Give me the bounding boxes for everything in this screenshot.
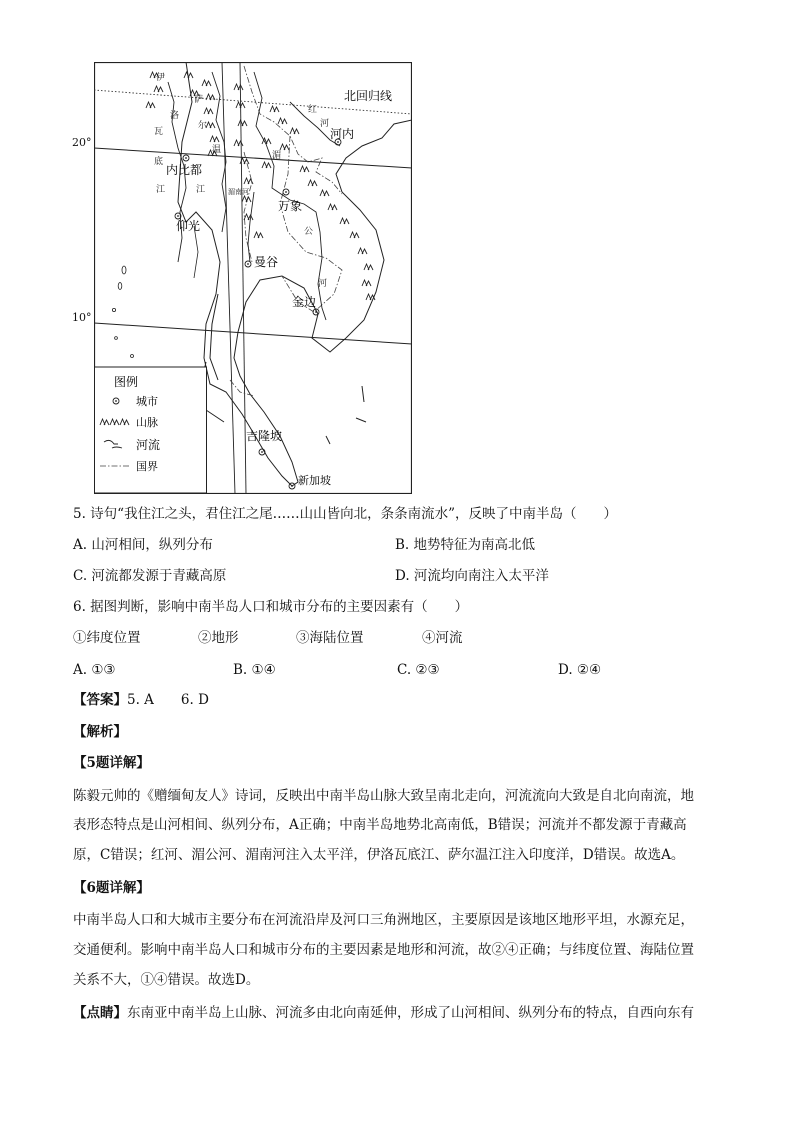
q5-detail-tag: 【5题详解】	[73, 755, 150, 771]
q6-detail-line-1: 中南半岛人口和大城市主要分布在河流沿岸及河口三角洲地区，主要原因是该地区地形平坦，水源充足，	[73, 912, 694, 928]
red-river-char-1: 红	[308, 104, 318, 114]
irrawaddy-char-4: 底	[154, 156, 164, 166]
svg-text:万象: 万象	[278, 199, 303, 213]
q6-item-3: ③海陆位置	[296, 630, 364, 646]
map-legend	[95, 367, 207, 493]
q6-option-c: C. ②③	[397, 662, 440, 678]
answer-line	[73, 690, 733, 710]
irrawaddy-char-3: 瓦	[154, 126, 164, 136]
legend-title: 图例	[114, 375, 139, 389]
q5-option-d: D. 河流均向南注入太平洋	[395, 568, 549, 584]
irrawaddy-char-2: 洛	[170, 110, 180, 120]
svg-text:仰光: 仰光	[176, 219, 201, 233]
q6-item-4: ④河流	[422, 630, 463, 646]
q6-option-b: B. ①④	[233, 662, 276, 678]
comment-tag: 【点睛】	[73, 1005, 127, 1021]
mekong-char-1: 湄	[272, 150, 282, 160]
irrawaddy-char-5: 江	[156, 184, 166, 194]
q5-detail-line-1: 陈毅元帅的《赠缅甸友人》诗词，反映出中南半岛山脉大致呈南北走向，河流流向大致是自北向南流，地	[73, 788, 694, 804]
q5-option-b: B. 地势特征为南高北低	[395, 537, 536, 553]
tropic-label: 北回归线	[344, 89, 393, 103]
salween-char-2: 尔	[198, 120, 208, 130]
q6-detail-tag: 【6题详解】	[73, 880, 150, 896]
answer-tag: 【答案】	[73, 692, 127, 708]
q5-option-c: C. 河流都发源于青藏高原	[73, 568, 227, 584]
comment-text: 东南亚中南半岛上山脉、河流多由北向南延伸，形成了山河相间、纵列分布的特点，自西向东有	[127, 1005, 694, 1021]
svg-text:金边: 金边	[292, 295, 317, 309]
indochina-map	[94, 62, 412, 494]
q6-item-2: ②地形	[198, 630, 239, 646]
mekong-char-2: 公	[304, 226, 314, 236]
lat-20-label: 20°	[72, 136, 92, 149]
q6-detail-line-3: 关系不大，①④错误。故选D。	[73, 972, 260, 988]
salween-char-1: 萨	[194, 94, 204, 104]
red-river-char-2: 河	[320, 118, 330, 128]
q6-stem: 6. 据图判断，影响中南半岛人口和城市分布的主要因素有（ ）	[73, 599, 469, 615]
q6-option-a: A. ①③	[73, 662, 116, 678]
q5-option-a: A. 山河相间，纵列分布	[73, 537, 213, 553]
q5-detail-line-2: 表形态特点是山河相间、纵列分布，A正确；中南半岛地势北高南低，B错误；河流并不都发源于青藏高	[73, 817, 687, 833]
q6-item-1: ①纬度位置	[73, 630, 141, 646]
salween-char-4: 江	[196, 184, 206, 194]
chao-phraya-label: 湄南河	[228, 188, 249, 196]
q6-option-d: D. ②④	[558, 662, 602, 678]
analysis-tag: 【解析】	[73, 724, 127, 740]
legend-border-label: 国界	[136, 461, 158, 473]
svg-text:内比都: 内比都	[166, 163, 203, 177]
lat-10-label: 10°	[72, 311, 92, 324]
q5-stem: 5. 诗句“我住江之头，君住江之尾……山山皆向北，条条南流水”，反映了中南半岛（ ）	[73, 506, 617, 522]
q5-detail-line-3: 原，C错误；红河、湄公河、湄南河注入太平洋，伊洛瓦底江、萨尔温江注入印度洋，D错误。故选A。	[73, 847, 685, 863]
answer-text: 5. A 6. D	[127, 692, 209, 708]
salween-char-3: 温	[212, 144, 222, 154]
legend-mountain-label: 山脉	[136, 417, 158, 429]
svg-text:河内: 河内	[330, 127, 355, 141]
svg-text:曼谷: 曼谷	[254, 255, 279, 269]
legend-city-label: 城市	[136, 396, 158, 408]
mekong-char-3: 河	[318, 278, 328, 288]
irrawaddy-char-1: 伊	[156, 72, 166, 82]
legend-river-label: 河流	[136, 438, 161, 452]
comment-line	[73, 1003, 733, 1023]
q6-detail-line-2: 交通便利。影响中南半岛人口和城市分布的主要因素是地形和河流，故②④正确；与纬度位置、海陆位置	[73, 942, 694, 958]
svg-text:吉隆坡: 吉隆坡	[246, 429, 283, 443]
svg-text:新加坡: 新加坡	[298, 475, 331, 487]
